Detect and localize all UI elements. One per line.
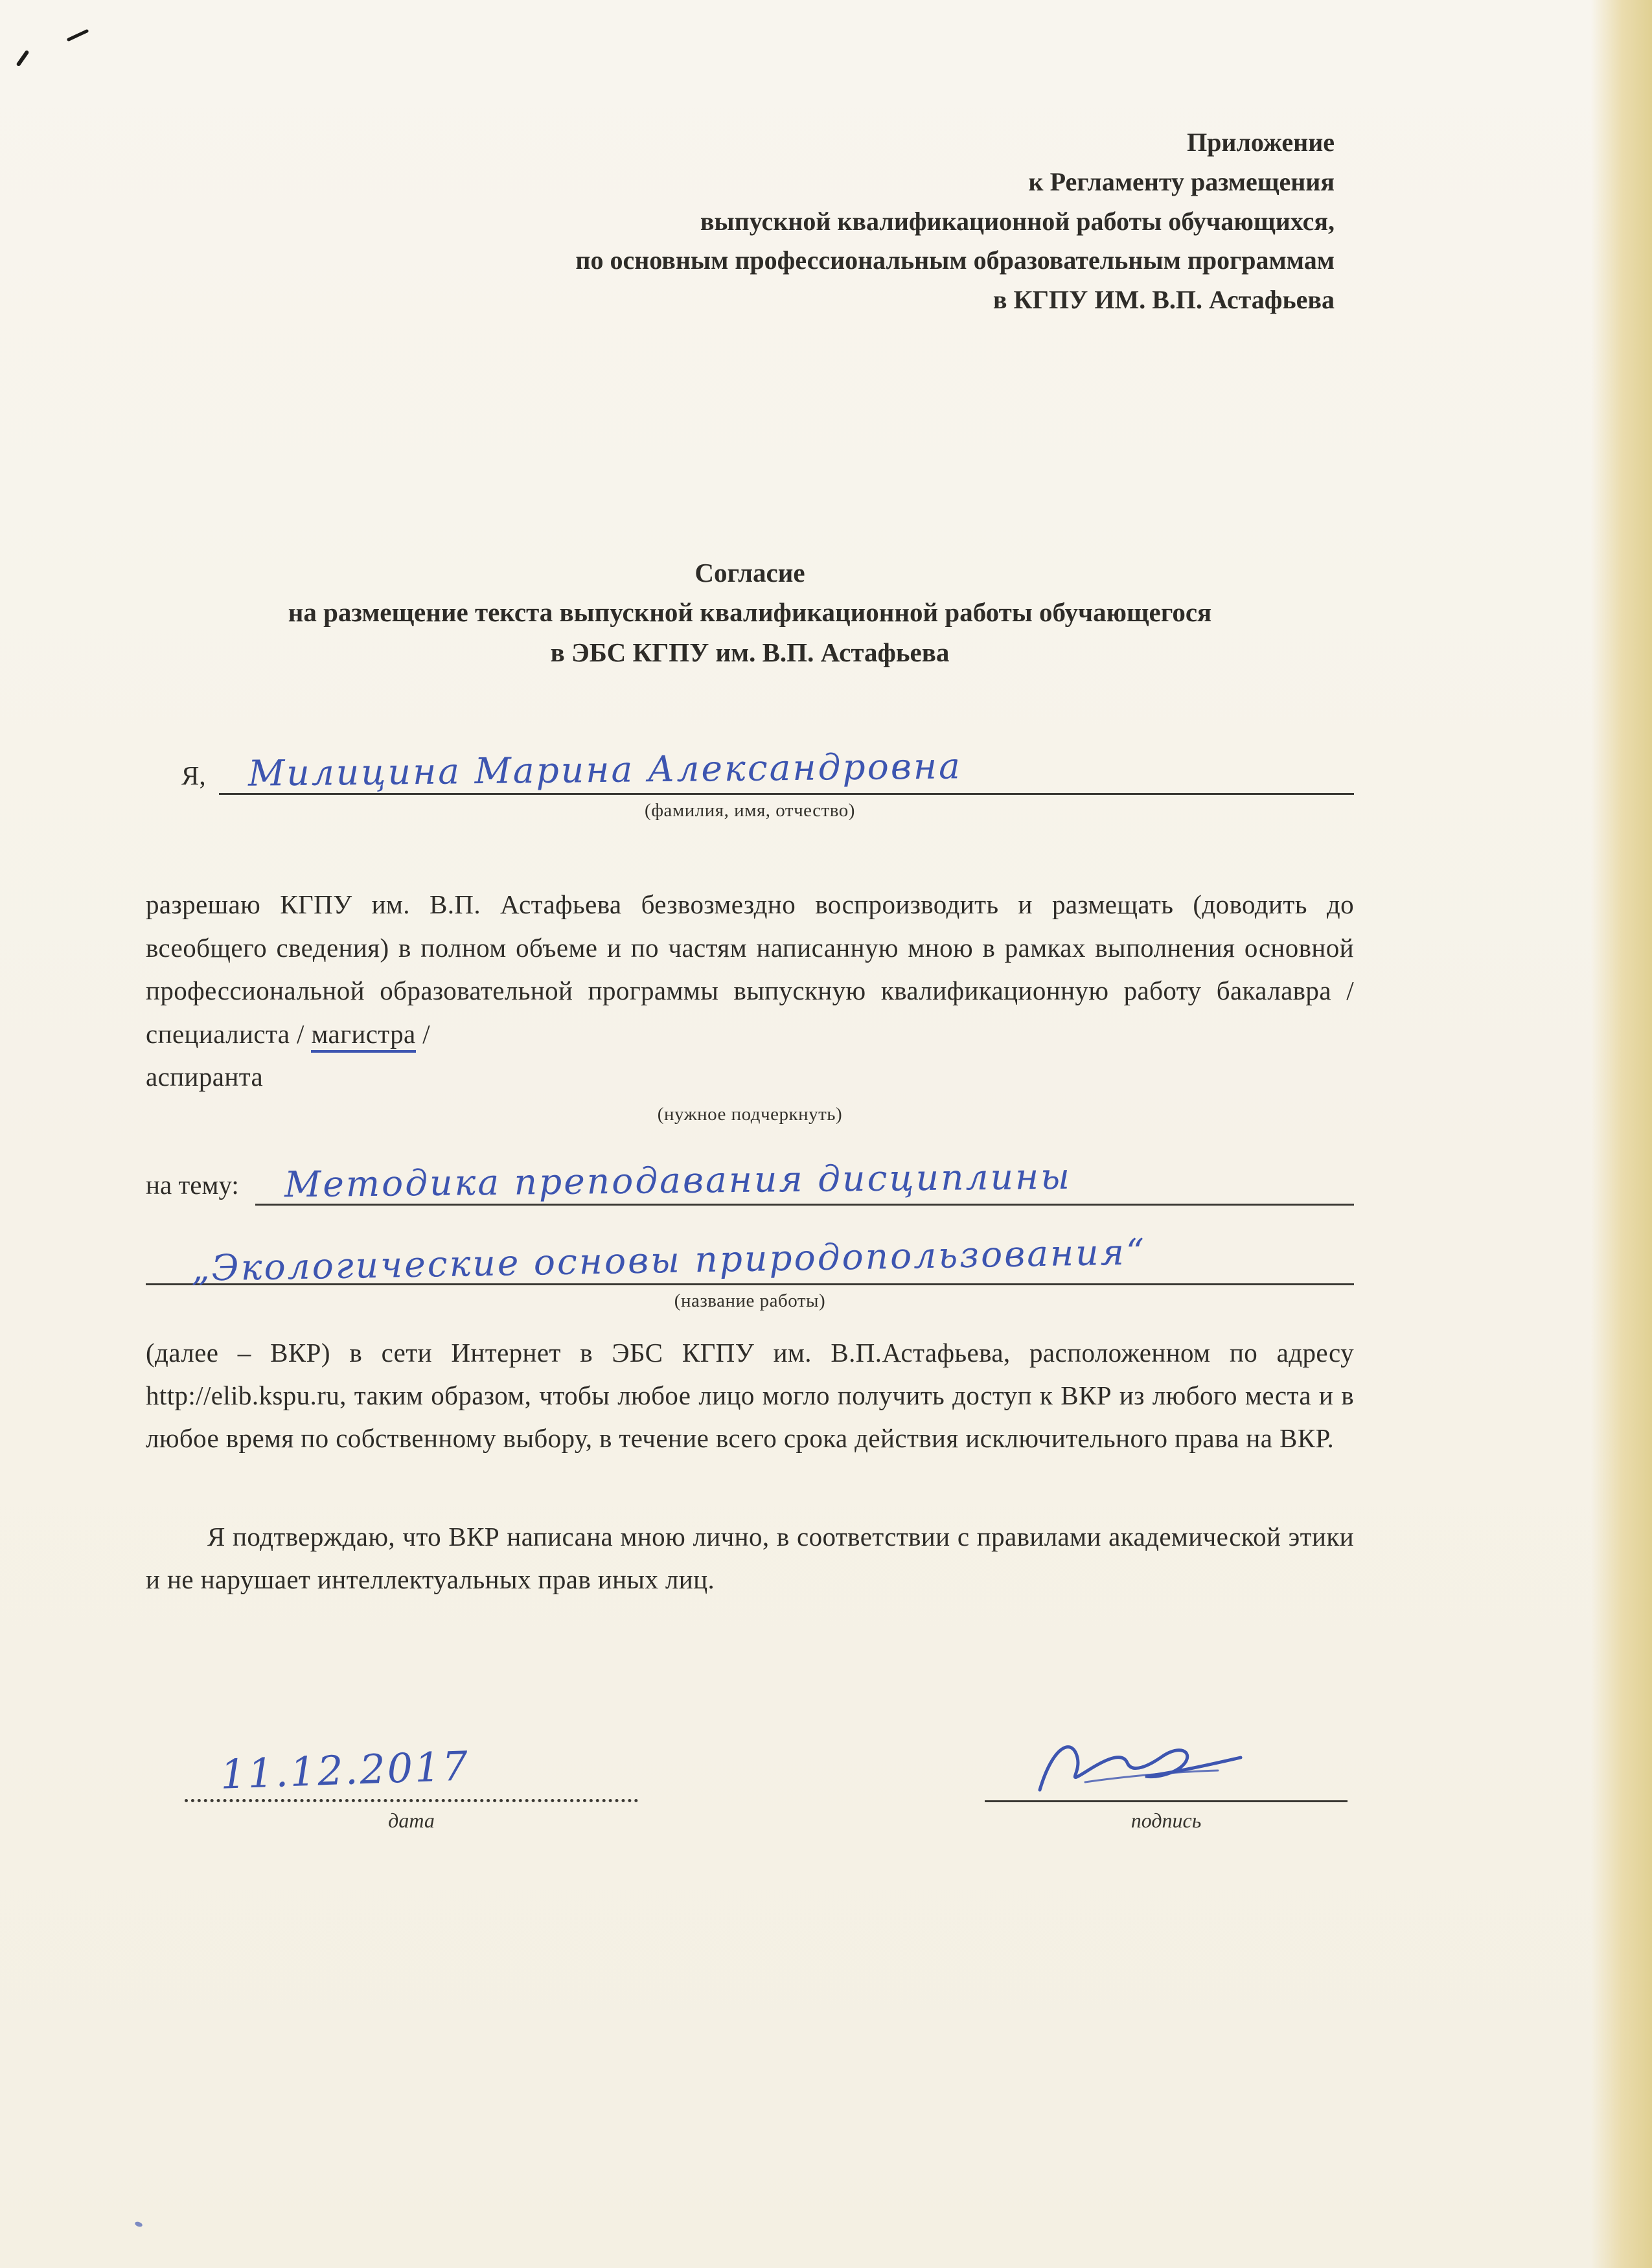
handwritten-date: 11.12.2017 [219, 1741, 471, 1798]
header-line: выпускной квалификационной работы обучающихся, [700, 206, 1335, 236]
handwritten-name: Милицина Марина Александровна [247, 745, 962, 795]
pen-mark [16, 50, 30, 67]
header-line: по основным профессиональным образовательным программам [575, 246, 1335, 275]
header-line: Приложение [1187, 128, 1335, 157]
caption-underline-note: (нужное подчеркнуть) [657, 1103, 843, 1125]
name-row [146, 744, 1354, 795]
header-line: к Регламенту размещения [1028, 166, 1335, 196]
title-line-1: Согласие [694, 557, 805, 588]
signature-caption: подпись [1130, 1808, 1202, 1832]
date-block [185, 1737, 638, 1833]
topic-label: на тему: [146, 1169, 239, 1200]
title-line-3: в ЭБС КГПУ им. В.П. Астафьева [550, 637, 950, 667]
topic-write-line-1 [255, 1154, 1354, 1206]
signature-row [146, 1737, 1354, 1833]
name-prefix: Я, [181, 761, 206, 791]
pen-mark [67, 29, 89, 42]
document-content [146, 123, 1354, 1833]
header-block [146, 123, 1354, 320]
date-caption: дата [388, 1808, 435, 1832]
topic-row [146, 1154, 1354, 1206]
handwritten-topic-line-1: Методика преподавания дисциплины [284, 1155, 1072, 1205]
date-line [185, 1737, 638, 1802]
caption-work-title: (название работы) [674, 1290, 826, 1311]
ink-dot [134, 2221, 143, 2228]
paragraph-text: / [415, 1018, 431, 1049]
topic-write-line-2 [146, 1230, 1354, 1289]
underlined-word-magistra: магистра [311, 1019, 415, 1053]
confirmation-paragraph: Я подтверждаю, что ВКР написана мною лично, в соответствии с правилами академической этики и не нарушает интеллектуальных прав иных лиц. [146, 1521, 1354, 1595]
vkr-paragraph: (далее – ВКР) в сети Интернет в ЭБС КГПУ им. В.П.Астафьева, расположенном по адресу http://elib.kspu.ru, таким образом, чтобы любое лицо могло получить доступ к ВКР из любого места и в любое время по собственному выбору, в течение всего срока действия исключительного права на ВКР. [146, 1337, 1354, 1454]
signature-line [985, 1739, 1348, 1802]
header-line: в КГПУ ИМ. В.П. Астафьева [992, 285, 1335, 315]
signature-block [985, 1739, 1348, 1833]
document-title [146, 553, 1354, 673]
paragraph-text: разрешаю КГПУ им. В.П. Астафьева безвозмездно воспроизводить и размещать (доводить до всеобщего сведения) в полном объеме и по частям написанную мною в рамках выполнения основной профессиональной образовательной программы выпускную квалификационную работу бакалавра / специалиста / [146, 889, 1354, 1049]
signature-stroke-icon [1024, 1725, 1270, 1809]
permission-paragraph [146, 883, 1354, 1098]
name-write-line [219, 744, 1354, 795]
caption-fio: (фамилия, имя, отчество) [645, 800, 855, 821]
paragraph-text: аспиранта [146, 1062, 264, 1092]
title-line-2: на размещение текста выпускной квалификационной работы обучающегося [288, 597, 1212, 628]
handwritten-topic-line-2: „Экологические основы природопользования“ [190, 1230, 1147, 1289]
